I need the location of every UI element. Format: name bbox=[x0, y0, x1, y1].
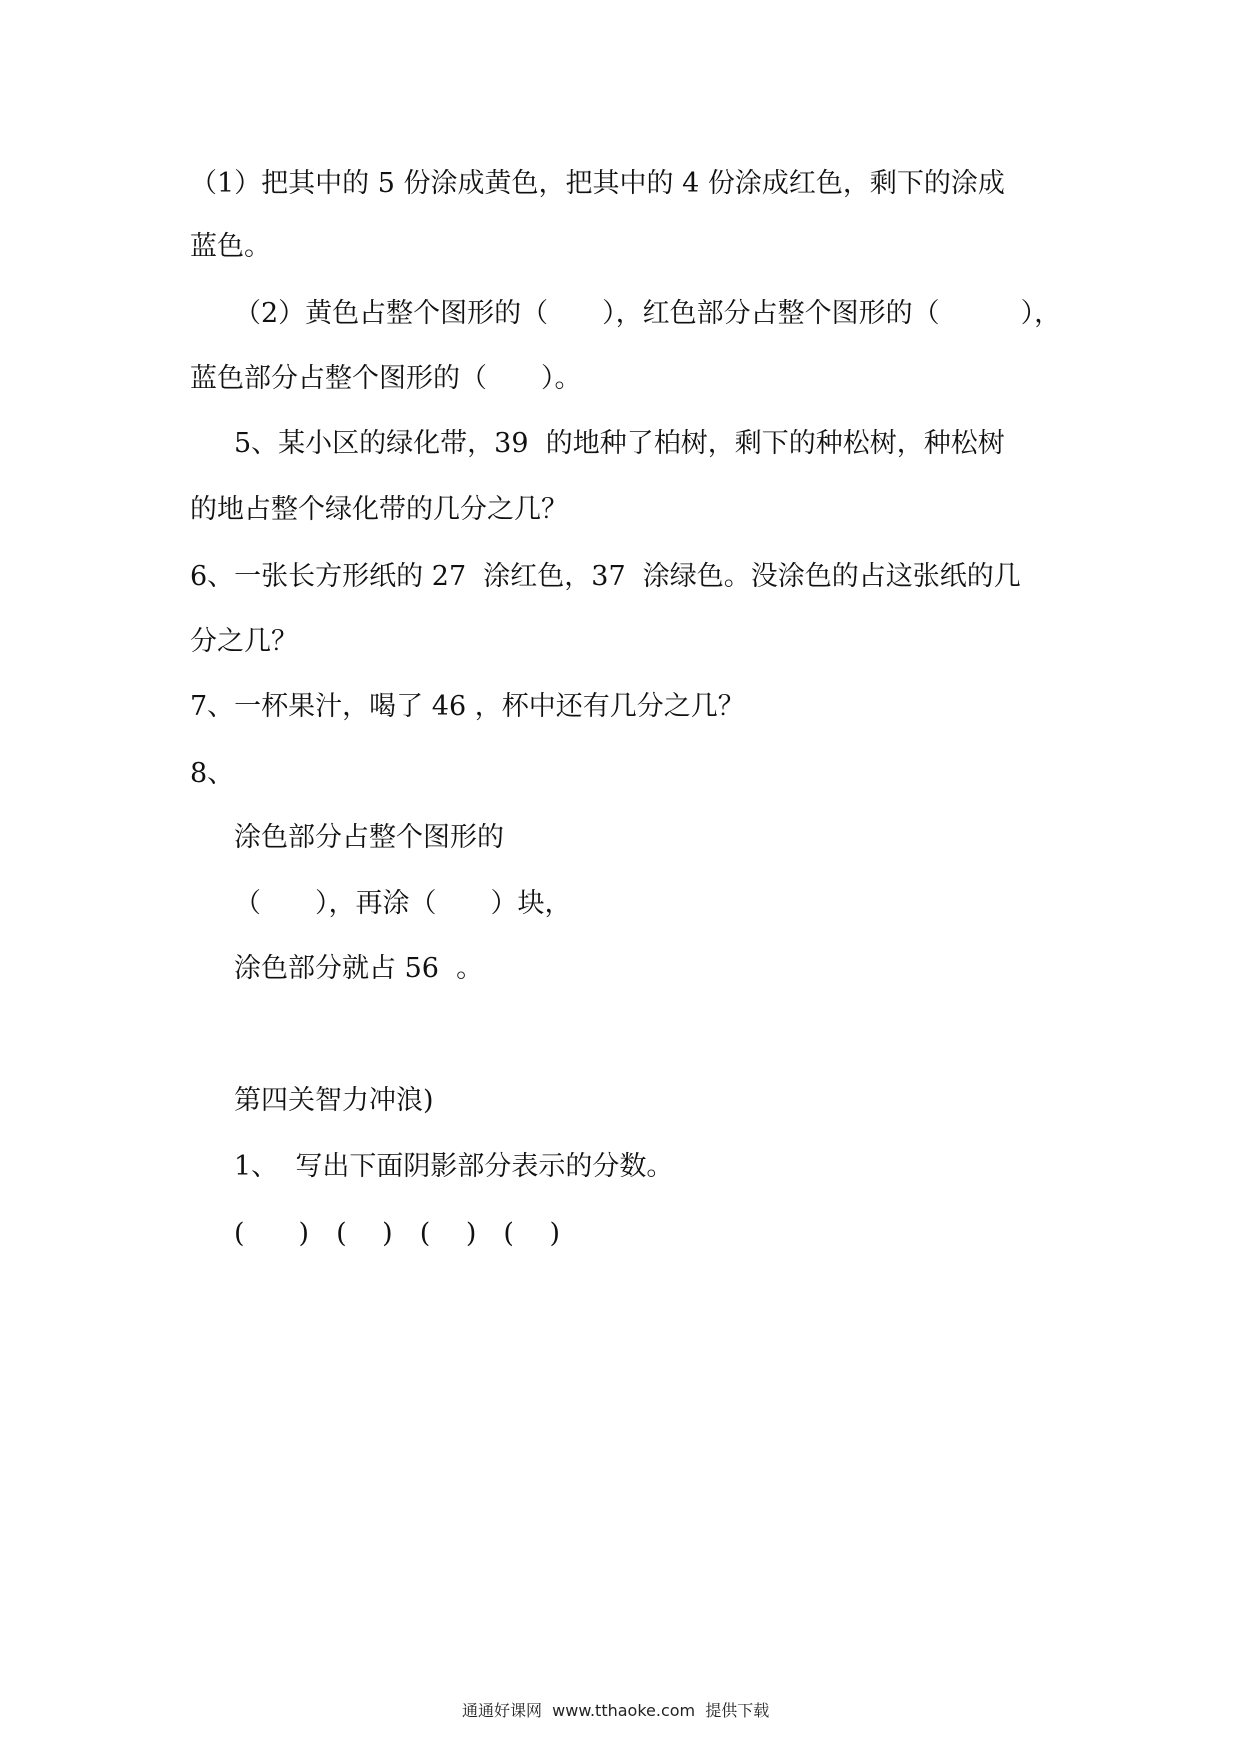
q4-step2-line1: （2）黄色占整个图形的（ ），红色部分占整个图形的（ ）， bbox=[234, 298, 1062, 329]
q4-step2-line2: 蓝色部分占整个图形的（ ）。 bbox=[190, 363, 582, 394]
q8-line2: （ ），再涂（ ）块， bbox=[234, 888, 572, 919]
q8-number: 8、 bbox=[190, 758, 235, 789]
page-footer: 通通好课网 www.tthaoke.com 提供下载 bbox=[462, 1701, 770, 1720]
q6-line1: 6、一张长方形纸的 27 涂红色，37 涂绿色。没涂色的占这张纸的几 bbox=[190, 561, 1021, 592]
q6-line2: 分之几？ bbox=[190, 626, 298, 657]
q5-line1: 5、某小区的绿化带，39 的地种了柏树，剩下的种松树，种松树 bbox=[234, 428, 1005, 459]
section-four-title: 第四关智力冲浪) bbox=[234, 1085, 434, 1116]
q8-line1: 涂色部分占整个图形的 bbox=[234, 822, 504, 853]
q4-step1-line1: （1）把其中的 5 份涂成黄色，把其中的 4 份涂成红色，剩下的涂成 bbox=[190, 168, 1005, 199]
q5-line2: 的地占整个绿化带的几分之几？ bbox=[190, 494, 568, 525]
section-four-q1: 1、 写出下面阴影部分表示的分数。 bbox=[234, 1151, 674, 1182]
q8-line3: 涂色部分就占 56 。 bbox=[234, 953, 484, 984]
q4-step1-line2: 蓝色。 bbox=[190, 231, 271, 262]
answer-blanks: ( ) ( ) ( ) ( ) bbox=[234, 1218, 561, 1249]
q7-line: 7、一杯果汁，喝了 46 ，杯中还有几分之几？ bbox=[190, 691, 745, 722]
